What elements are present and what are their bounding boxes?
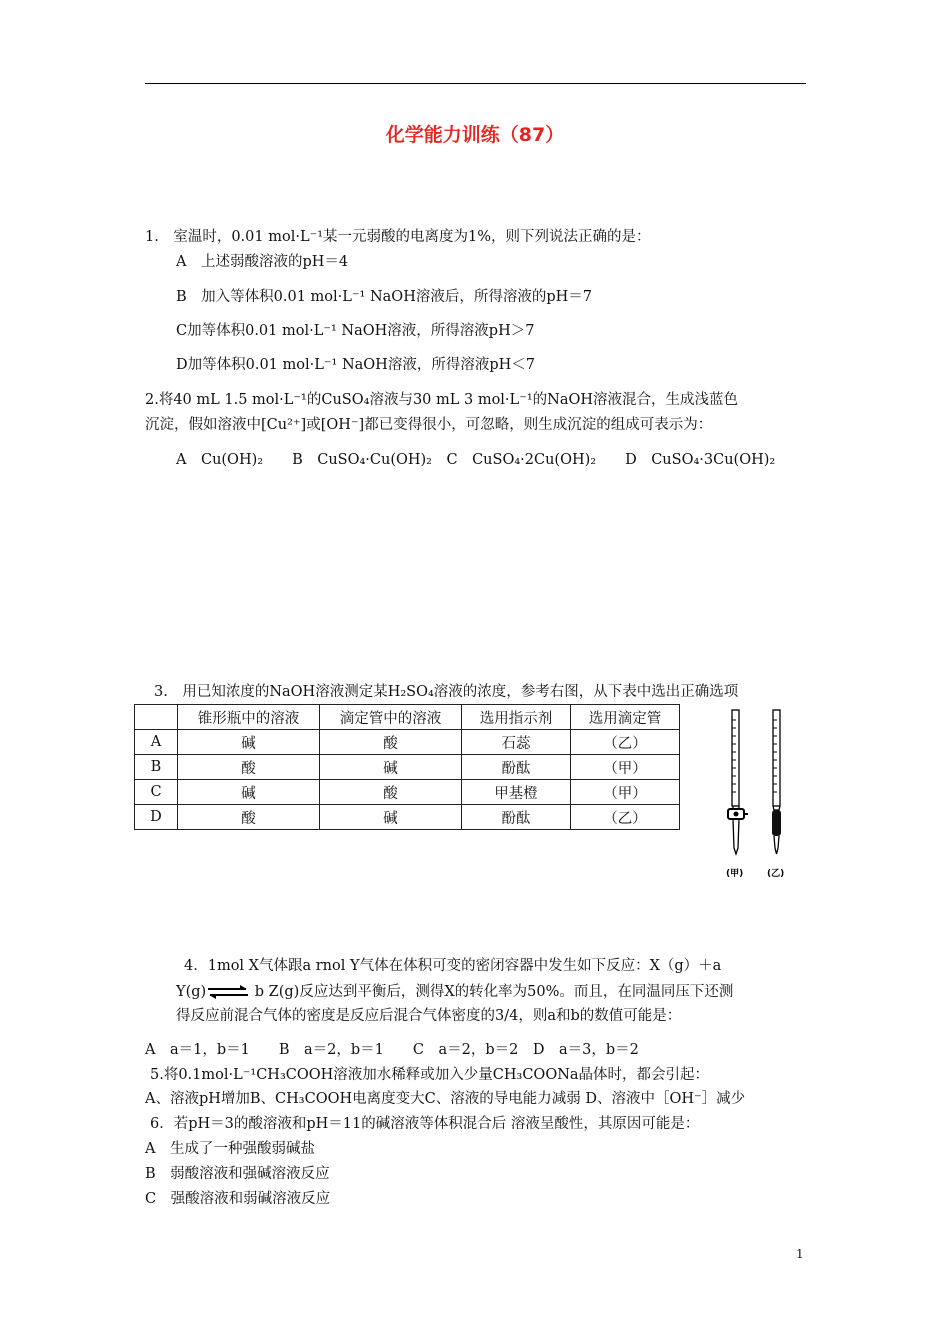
table-cell: 酸 — [178, 755, 320, 780]
q6-option-a: A 生成了一种强酸弱碱盐 — [145, 1141, 315, 1157]
table-cell: 碱 — [320, 805, 462, 830]
table-cell: 碱 — [178, 780, 320, 805]
table-header-cell: 选用滴定管 — [571, 705, 680, 730]
table-header-cell: 锥形瓶中的溶液 — [178, 705, 320, 730]
table-cell: D — [135, 805, 178, 830]
table-cell: A — [135, 730, 178, 755]
q1-option-a: A 上述弱酸溶液的pH＝4 — [176, 254, 349, 270]
table-header-row — [135, 705, 680, 730]
page-number: 1 — [796, 1247, 804, 1261]
q2-line1: 2.将40 mL 1.5 mol·L⁻¹的CuSO₄溶液与30 mL 3 mol·L⁻¹的NaOH溶液混合，生成浅蓝色 — [145, 392, 739, 408]
table-cell: B — [135, 755, 178, 780]
page-title: 化学能力训练（87） — [385, 124, 565, 146]
q1-option-c: C加等体积0.01 mol·L⁻¹ NaOH溶液，所得溶液pH＞7 — [176, 323, 535, 339]
burette-yi — [772, 710, 781, 854]
q6-option-c: C 强酸溶液和弱碱溶液反应 — [145, 1191, 331, 1207]
burette-jia — [728, 710, 748, 854]
table-row — [135, 780, 680, 805]
header-rule — [145, 83, 806, 84]
q5-options: A、溶液pH增加B、CH₃COOH电离度变大C、溶液的导电能力减弱 D、溶液中［OH⁻］减少 — [145, 1091, 746, 1107]
q2-line2: 沉淀，假如溶液中[Cu²⁺]或[OH⁻]都已变得很小，可忽略，则生成沉淀的组成可表示为： — [145, 417, 713, 433]
q1-stem: 1. 室温时，0.01 mol·L⁻¹某一元弱酸的电离度为1%，则下列说法正确的是： — [145, 229, 651, 245]
burette-figure — [716, 706, 816, 881]
q6-option-b: B 弱酸溶液和强碱溶液反应 — [145, 1166, 330, 1182]
table-cell: 碱 — [178, 730, 320, 755]
table-row — [135, 805, 680, 830]
table-cell: （乙） — [571, 730, 680, 755]
table-cell: （甲） — [571, 755, 680, 780]
q5-stem: 5.将0.1mol·L⁻¹CH₃COOH溶液加水稀释或加入少量CH₃COONa晶体时，都会引起： — [150, 1067, 710, 1083]
q3-stem: 3. 用已知浓度的NaOH溶液测定某H₂SO₄溶液的浓度，参考右图，从下表中选出正确选项 — [154, 684, 739, 700]
table-header-cell: 滴定管中的溶液 — [320, 705, 462, 730]
table-cell: 酚酞 — [462, 805, 571, 830]
table-cell: 酸 — [178, 805, 320, 830]
table-row — [135, 730, 680, 755]
q6-stem: 6．若pH＝3的酸溶液和pH＝11的碱溶液等体积混合后 溶液呈酸性，其原因可能是： — [150, 1116, 700, 1132]
table-header-cell — [135, 705, 178, 730]
table-row — [135, 755, 680, 780]
table-cell: C — [135, 780, 178, 805]
table-cell: 石蕊 — [462, 730, 571, 755]
q1-option-d: D加等体积0.01 mol·L⁻¹ NaOH溶液，所得溶液pH＜7 — [176, 357, 535, 373]
table-cell: 酸 — [320, 730, 462, 755]
q4-line2 — [176, 982, 733, 1002]
q1-option-b: B 加入等体积0.01 mol·L⁻¹ NaOH溶液后，所得溶液的pH＝7 — [176, 289, 592, 305]
table-header-cell: 选用指示剂 — [462, 705, 571, 730]
table-cell: 酚酞 — [462, 755, 571, 780]
table-cell: 甲基橙 — [462, 780, 571, 805]
q4-line1: 4．1mol X气体跟a rnol Y气体在体积可变的密闭容器中发生如下反应：X（g）＋a — [184, 958, 722, 974]
q4-options: A a＝1，b＝1 B a＝2，b＝1 C a＝2，b＝2 D a＝3，b＝2 — [145, 1042, 639, 1058]
burette-label-jia: (甲) — [726, 869, 744, 879]
burette-label-yi: (乙) — [767, 869, 785, 879]
q4-line2-post: b Z(g)反应达到平衡后，测得X的转化率为50%。而且，在同温同压下还测 — [250, 984, 734, 1000]
q4-line3: 得反应前混合气体的密度是反应后混合气体密度的3/4，则a和b的数值可能是： — [176, 1008, 682, 1024]
q2-options: A Cu(OH)₂ B CuSO₄·Cu(OH)₂ C CuSO₄·2Cu(OH)₂ D CuSO₄·3Cu(OH)₂ — [176, 452, 776, 468]
equilibrium-arrow-icon — [206, 985, 250, 999]
q4-line2-pre: Y(g) — [176, 984, 207, 1000]
table-cell: 碱 — [320, 755, 462, 780]
table-cell: 酸 — [320, 780, 462, 805]
table-cell: （乙） — [571, 805, 680, 830]
q3-table — [134, 704, 680, 830]
table-cell: （甲） — [571, 780, 680, 805]
